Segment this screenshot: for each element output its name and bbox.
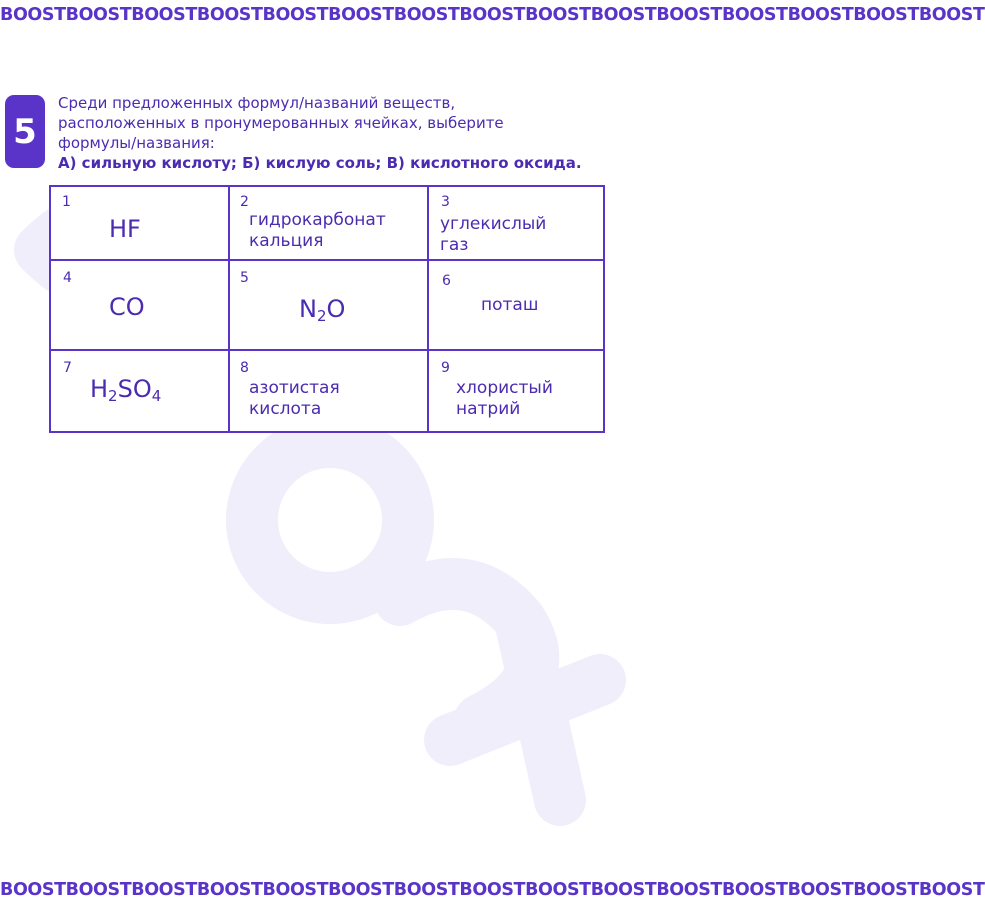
task-question xyxy=(58,93,618,173)
substances-table xyxy=(49,185,605,433)
formula-subscript: 4 xyxy=(151,387,162,405)
cell-number: 8 xyxy=(240,360,249,376)
cell-formula xyxy=(90,375,161,405)
cell-7[interactable] xyxy=(50,350,229,432)
cell-number: 3 xyxy=(441,194,450,210)
cell-number: 5 xyxy=(240,270,249,286)
question-line: Среди предложенных формул/названий веществ, xyxy=(58,94,456,112)
cell-number: 4 xyxy=(63,270,72,286)
cell-9[interactable] xyxy=(428,350,604,432)
cell-name: кислота xyxy=(249,399,322,419)
footer-brand-banner: BOOSTBOOSTBOOSTBOOSTBOOSTBOOSTBOOSTBOOSTBOOSTBOOSTBOOSTBOOSTBOOSTBOOSTBOOST xyxy=(0,880,985,900)
cell-name: поташ xyxy=(481,295,539,315)
cell-name: азотистая xyxy=(249,378,340,398)
cell-name: кальция xyxy=(249,231,324,251)
formula-subscript: 2 xyxy=(108,387,118,405)
header-brand-banner: BOOSTBOOSTBOOSTBOOSTBOOSTBOOSTBOOSTBOOSTBOOSTBOOSTBOOSTBOOSTBOOSTBOOSTBOOST xyxy=(0,5,985,25)
cell-formula: HF xyxy=(109,215,141,243)
formula-subscript: 2 xyxy=(316,307,327,325)
question-line: формулы/названия: xyxy=(58,134,215,152)
question-options: А) сильную кислоту; Б) кислую соль; В) кислотного оксида. xyxy=(58,154,582,172)
cell-3[interactable] xyxy=(428,186,604,260)
task-number-badge: 5 xyxy=(5,95,45,168)
cell-number: 6 xyxy=(442,273,451,289)
cell-2[interactable] xyxy=(229,186,428,260)
cell-formula: CO xyxy=(109,293,145,321)
formula-part: H xyxy=(90,375,109,403)
cell-formula xyxy=(299,295,345,325)
cell-number: 7 xyxy=(63,360,72,376)
formula-part: O xyxy=(326,295,346,323)
cell-name: хлористый xyxy=(456,378,553,398)
cell-number: 9 xyxy=(441,360,450,376)
formula-part: SO xyxy=(117,375,152,403)
cell-name: углекислый xyxy=(440,214,547,234)
cell-6[interactable] xyxy=(428,260,604,350)
cell-name: натрий xyxy=(456,399,521,419)
cell-number: 1 xyxy=(62,194,71,210)
formula-part: N xyxy=(299,295,317,323)
cell-8[interactable] xyxy=(229,350,428,432)
question-line: расположенных в пронумерованных ячейках, выберите xyxy=(58,114,504,132)
cell-number: 2 xyxy=(240,194,249,210)
cell-1[interactable] xyxy=(50,186,229,260)
cell-name: гидрокарбонат xyxy=(249,210,386,230)
cell-name: газ xyxy=(440,235,469,255)
cell-4[interactable] xyxy=(50,260,229,350)
cell-5[interactable] xyxy=(229,260,428,350)
